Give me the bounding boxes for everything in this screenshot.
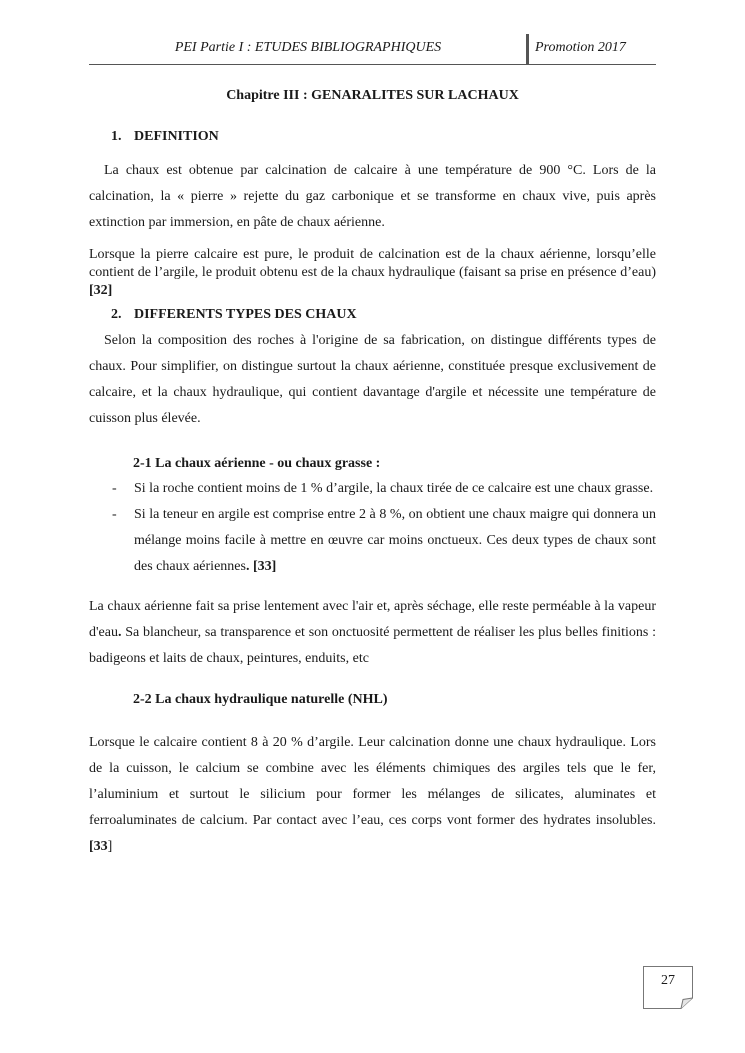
- section-title: DEFINITION: [134, 129, 219, 144]
- aerienne-bullet-list: [89, 476, 656, 580]
- types-paragraph: Selon la composition des roches à l'origine de sa fabrication, on distingue différents types de chaux. Pour simplifier, on distingue surtout la chaux aérienne, constituée presque exclusivement de calcaire, et la chaux hydraulique, qui contient davantage d'argile et nécessite une température de cuisson plus élevée.: [89, 333, 656, 426]
- citation-open: [: [89, 839, 94, 854]
- citation-ref: . [33]: [245, 559, 277, 574]
- section-heading-definition: [89, 128, 656, 146]
- page-number: 27: [661, 973, 675, 988]
- hydraulique-paragraph: [89, 730, 656, 860]
- header-title: PEI Partie I : ETUDES BIBLIOGRAPHIQUES: [174, 40, 442, 55]
- section-number: 2.: [111, 307, 122, 322]
- list-item: [89, 476, 656, 502]
- citation-close: ]: [107, 839, 113, 854]
- bullet-marker: -: [112, 481, 117, 496]
- page-content: [89, 88, 656, 860]
- section-number: 1.: [111, 129, 122, 144]
- aerienne-paragraph: [89, 594, 656, 672]
- paragraph-text: Lorsque la pierre calcaire est pure, le produit de calcination est de la chaux aérienne, lorsqu’elle contient de l’argile, le produit obtenu est de la chaux hydraulique (faisant sa prise en présence d’eau): [89, 247, 656, 280]
- definition-paragraph-1: La chaux est obtenue par calcination de calcaire à une température de 900 °C. Lors de la calcination, la « pierre » rejette du gaz carbonique et se transforme en chaux vive, puis après extinction par immersion, en pâte de chaux aérienne.: [89, 163, 656, 230]
- section-heading-types: [89, 306, 656, 324]
- section-title: DIFFERENTS TYPES DES CHAUX: [134, 307, 357, 322]
- definition-paragraph-2: [89, 246, 656, 300]
- paragraph-text: Sa blancheur, sa transparence et son onctuosité permettent de réaliser les plus belles finitions : badigeons et laits de chaux, peintures, enduits, etc: [89, 625, 656, 666]
- page-header: [89, 34, 656, 65]
- list-item: [89, 502, 656, 580]
- bullet-text: Si la teneur en argile est comprise entre 2 à 8 %, on obtient une chaux maigre qui donnera un mélange moins facile à mettre en œuvre car moins onctueux. Ces deux types de chaux sont des chaux aériennes: [134, 507, 656, 574]
- bullet-marker: -: [112, 507, 117, 522]
- chapter-title: Chapitre III : GENARALITES SUR LACHAUX: [226, 88, 519, 103]
- subsection-heading-aerienne: 2-1 La chaux aérienne - ou chaux grasse :: [133, 456, 381, 471]
- subsection-heading-hydraulique: 2-2 La chaux hydraulique naturelle (NHL): [133, 692, 388, 707]
- citation-number: 33: [93, 839, 108, 854]
- bullet-text: Si la roche contient moins de 1 % d’argile, la chaux tirée de ce calcaire est une chaux grasse.: [134, 481, 654, 496]
- page-number-box: [643, 966, 693, 1009]
- bold-period: .: [117, 625, 122, 640]
- header-separator: [526, 34, 529, 64]
- paragraph-text: La chaux aérienne fait sa prise lentement avec l'air et, après séchage, elle reste perméable à la vapeur d'eau: [89, 599, 656, 640]
- citation-ref: [32]: [89, 283, 113, 298]
- paragraph-text: Lorsque le calcaire contient 8 à 20 % d’argile. Leur calcination donne une chaux hydraulique. Lors de la cuisson, le calcium se combine avec les éléments chimiques des argiles tels que le fer, l’aluminium et surtout le silicium pour former les mélanges de silicates, aluminates et ferroaluminates de calcium. Par contact avec l’eau, ces corps vont former des hydrates insolubles.: [89, 735, 656, 828]
- header-promotion: Promotion 2017: [535, 40, 626, 55]
